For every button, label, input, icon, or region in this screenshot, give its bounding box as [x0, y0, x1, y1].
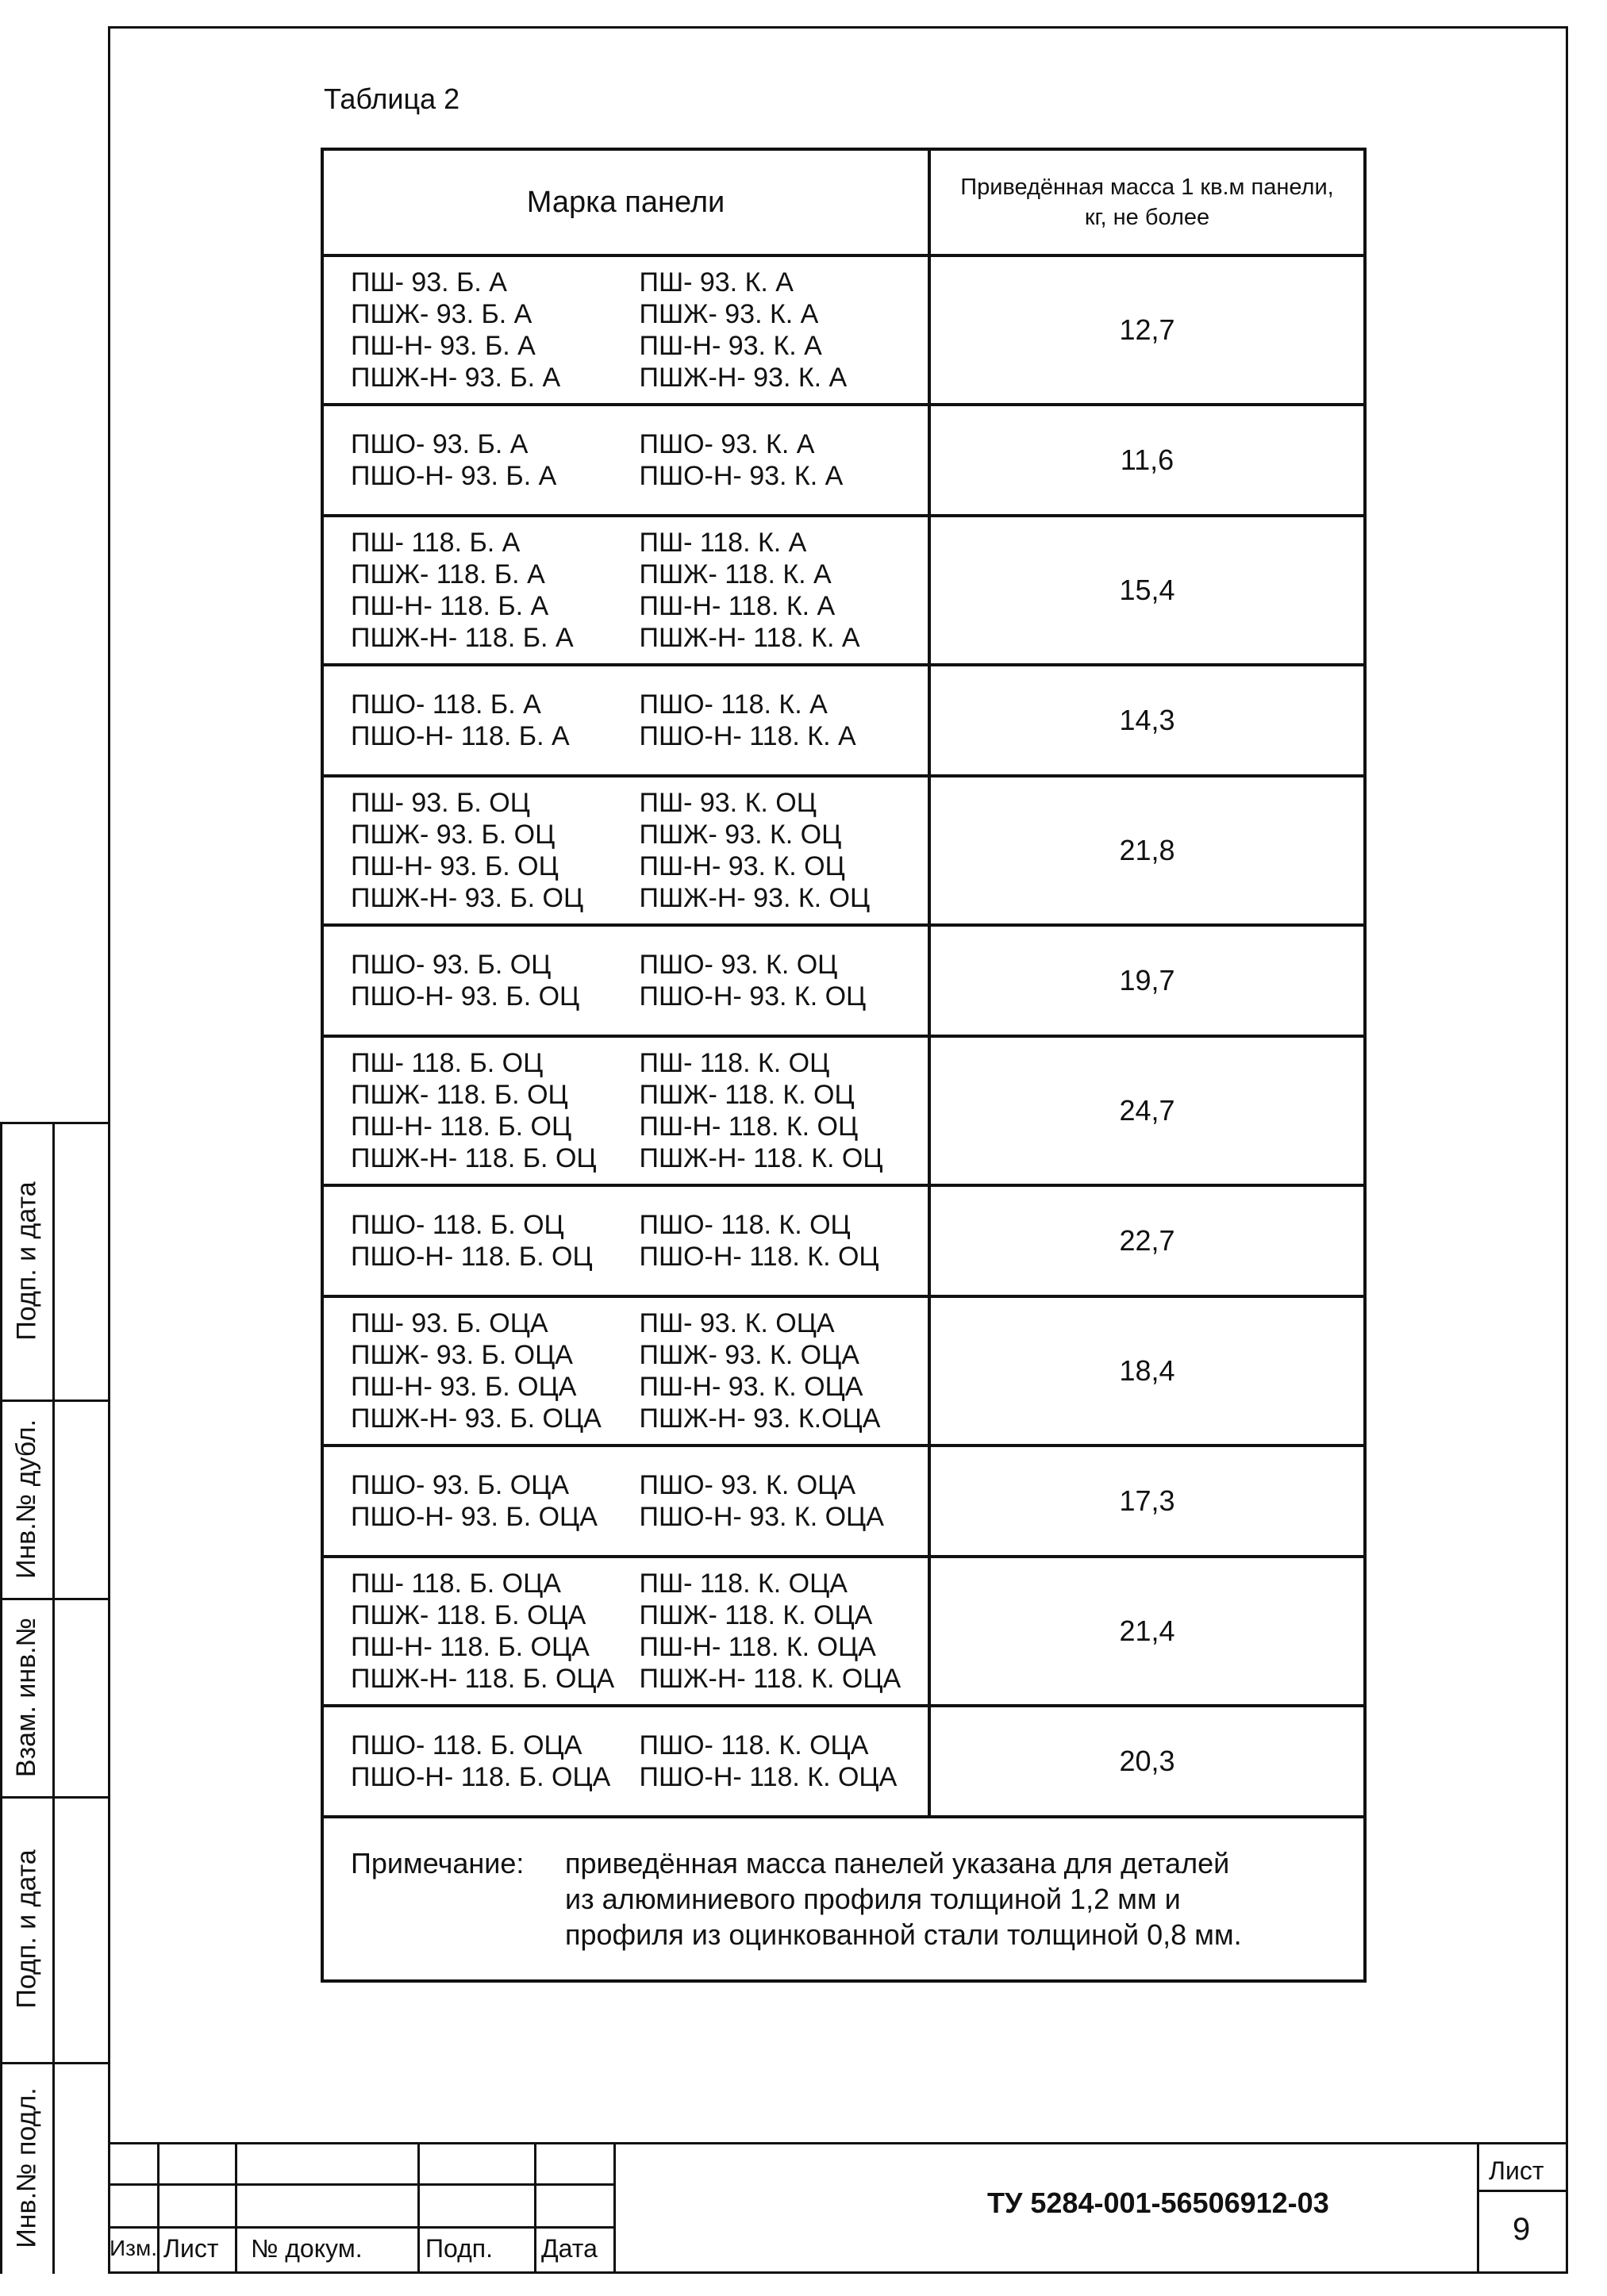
panel-marks-column-left: [351, 406, 640, 514]
panel-mark: ПШ-Н- 118. К. ОЦА: [639, 1632, 876, 1662]
panel-marks-cell: [324, 257, 931, 403]
header-panel-mark: Марка панели: [324, 151, 931, 254]
panel-marks-column-right: [640, 666, 928, 774]
table-row: [324, 1558, 1363, 1707]
header-mass-line1: Приведённая масса 1 кв.м панели,: [960, 175, 1334, 200]
table-row: [324, 927, 1363, 1038]
panel-mark: ПШО- 93. Б. А: [351, 429, 529, 459]
panel-mark: ПШЖ- 93. К. А: [639, 299, 819, 329]
panel-marks-column-right: [640, 777, 928, 923]
table-row: [324, 1707, 1363, 1818]
table-row: [324, 1298, 1363, 1447]
panel-marks-column-left: [351, 1187, 640, 1295]
panel-marks-column-right: [640, 1558, 928, 1704]
panel-mark: ПШ-Н- 118. К. ОЦ: [639, 1112, 859, 1142]
panel-mark: ПШ- 93. Б. ОЦА: [351, 1308, 548, 1338]
panel-mark: ПШЖ- 118. Б. ОЦ: [351, 1080, 568, 1110]
panel-marks-column-left: [351, 666, 640, 774]
panel-marks-cell: [324, 927, 931, 1035]
table-row: [324, 1038, 1363, 1187]
mass-value: 19,7: [1119, 964, 1175, 996]
panel-mark: ПШЖ-Н- 118. Б. А: [351, 623, 574, 653]
panel-mark: ПШО- 93. Б. ОЦ: [351, 950, 552, 980]
panel-mark: ПШО- 93. К. ОЦ: [639, 950, 838, 980]
side-label-vzam-inv: Взам. инв.№: [11, 1617, 42, 1777]
panel-marks-column-left: [351, 1298, 640, 1444]
panel-mark: ПШО-Н- 93. К. А: [639, 461, 844, 491]
mass-value: 14,3: [1119, 704, 1175, 736]
panel-marks-column-left: [351, 777, 640, 923]
panel-mark: ПШЖ- 93. К. ОЦА: [639, 1340, 859, 1370]
panel-marks-column-right: [640, 257, 928, 403]
panel-mark: ПШ- 93. К. ОЦА: [639, 1308, 835, 1338]
panel-mark: ПШЖ- 93. К. ОЦ: [639, 820, 842, 850]
tb-n-dokum: № докум.: [251, 2234, 363, 2263]
panel-marks-cell: [324, 406, 931, 514]
panel-mark: ПШ- 118. К. ОЦ: [639, 1048, 830, 1078]
note-line: приведённая масса панелей указана для деталей: [565, 1847, 1230, 1879]
panel-mark: ПШ-Н- 93. К. А: [639, 331, 822, 361]
panel-marks-column-left: [351, 517, 640, 663]
header-mass-line2: кг, не более: [1084, 205, 1210, 230]
side-label-inv-dubl: Инв.№ дубл.: [11, 1419, 42, 1579]
header-mass: [931, 151, 1363, 254]
panel-mark: ПШ-Н- 93. К. ОЦ: [639, 851, 845, 881]
panel-mark: ПШЖ-Н- 93. Б. ОЦА: [351, 1403, 602, 1434]
table-note: [324, 1818, 1363, 1979]
panel-mark: ПШО-Н- 93. Б. А: [351, 461, 557, 491]
tb-izm: Изм.: [110, 2236, 157, 2260]
panel-mark: ПШ- 118. Б. ОЦА: [351, 1568, 561, 1599]
note-line: профиля из оцинкованной стали толщиной 0,8 мм.: [565, 1918, 1242, 1951]
panel-marks-cell: [324, 1187, 931, 1295]
panel-mark: ПШО- 93. К. ОЦА: [639, 1470, 855, 1500]
panel-mark: ПШО-Н- 118. Б. А: [351, 721, 570, 751]
panel-mark: ПШ-Н- 93. Б. ОЦА: [351, 1372, 577, 1402]
panel-mark: ПШЖ- 118. К. ОЦ: [639, 1080, 855, 1110]
panel-marks-column-right: [640, 1447, 928, 1555]
panel-marks-column-right: [640, 927, 928, 1035]
mass-value: 18,4: [1119, 1354, 1175, 1387]
mass-value: 12,7: [1119, 313, 1175, 346]
panel-mark: ПШО- 118. Б. А: [351, 689, 541, 720]
panel-mark: ПШЖ-Н- 118. К. ОЦА: [639, 1664, 902, 1694]
panel-mark: ПШЖ-Н- 93. Б. ОЦ: [351, 883, 584, 913]
panel-marks-cell: [324, 666, 931, 774]
panel-mark: ПШ-Н- 118. Б. А: [351, 591, 549, 621]
tb-list: Лист: [163, 2234, 219, 2263]
panel-mark: ПШЖ- 118. К. ОЦА: [639, 1600, 873, 1630]
panel-marks-cell: [324, 1707, 931, 1815]
panel-marks-column-right: [640, 1038, 928, 1184]
panel-mark: ПШЖ-Н- 118. К. А: [639, 623, 860, 653]
panel-mark: ПШО- 118. К. ОЦА: [639, 1730, 869, 1760]
table-row: [324, 1187, 1363, 1298]
panel-mark: ПШО-Н- 118. Б. ОЦ: [351, 1242, 593, 1272]
tb-data: Дата: [541, 2234, 598, 2263]
panel-marks-cell: [324, 1447, 931, 1555]
panel-mark: ПШО-Н- 93. К. ОЦА: [639, 1502, 884, 1532]
panel-mark: ПШ- 118. К. А: [639, 528, 807, 558]
panel-mark: ПШЖ-Н- 93. К. ОЦ: [639, 883, 871, 913]
sheet-label: Лист: [1489, 2156, 1544, 2185]
side-label-podp-data-2: Подп. и дата: [11, 1849, 42, 2009]
panel-mark: ПШО- 118. К. А: [639, 689, 828, 720]
panel-mark: ПШО-Н- 118. К. А: [639, 721, 856, 751]
panel-marks-column-right: [640, 1707, 928, 1815]
panel-marks-column-left: [351, 1038, 640, 1184]
panel-mark: ПШО- 93. Б. ОЦА: [351, 1470, 570, 1500]
table-row: [324, 666, 1363, 777]
mass-value: 24,7: [1119, 1094, 1175, 1127]
panel-mark: ПШ-Н- 118. Б. ОЦА: [351, 1632, 590, 1662]
panel-mark: ПШЖ-Н- 93. К.ОЦА: [639, 1403, 881, 1434]
panel-mark: ПШО- 118. Б. ОЦА: [351, 1730, 582, 1760]
panel-mark: ПШ- 93. К. ОЦ: [639, 788, 817, 818]
note-text: [565, 1845, 1363, 1952]
panel-mark: ПШЖ-Н- 118. Б. ОЦА: [351, 1664, 615, 1694]
mass-value: 15,4: [1119, 574, 1175, 606]
note-label: Примечание:: [351, 1847, 525, 1879]
table-row: [324, 517, 1363, 666]
sheet-number: 9: [1513, 2212, 1531, 2247]
panel-mark: ПШЖ- 118. Б. А: [351, 559, 545, 589]
side-label-podp-data: Подп. и дата: [11, 1181, 42, 1341]
mass-value: 20,3: [1119, 1745, 1175, 1777]
panel-mark: ПШО-Н- 118. Б. ОЦА: [351, 1762, 611, 1792]
mass-table: [321, 148, 1367, 1983]
panel-mark: ПШ- 118. Б. ОЦ: [351, 1048, 544, 1078]
mass-value: 11,6: [1120, 443, 1174, 476]
panel-mark: ПШО-Н- 118. К. ОЦА: [639, 1762, 898, 1792]
panel-mark: ПШО-Н- 93. Б. ОЦА: [351, 1502, 598, 1532]
panel-marks-column-right: [640, 1298, 928, 1444]
panel-mark: ПШ-Н- 118. Б. ОЦ: [351, 1112, 572, 1142]
mass-value: 17,3: [1119, 1484, 1175, 1517]
panel-marks-cell: [324, 1558, 931, 1704]
panel-marks-column-right: [640, 406, 928, 514]
panel-mark: ПШО- 93. К. А: [639, 429, 815, 459]
mass-value: 21,4: [1119, 1614, 1175, 1647]
table-row: [324, 406, 1363, 517]
panel-marks-cell: [324, 1298, 931, 1444]
title-block: [108, 2142, 1568, 2274]
panel-marks-column-left: [351, 927, 640, 1035]
panel-mark: ПШО-Н- 93. Б. ОЦ: [351, 981, 580, 1012]
panel-marks-cell: [324, 777, 931, 923]
panel-mark: ПШЖ- 93. Б. ОЦ: [351, 820, 556, 850]
panel-marks-column-left: [351, 1447, 640, 1555]
panel-mark: ПШ- 118. К. ОЦА: [639, 1568, 848, 1599]
table-header-row: [324, 151, 1363, 257]
panel-mark: ПШ- 93. Б. А: [351, 267, 507, 298]
table-row: [324, 257, 1363, 406]
panel-mark: ПШО-Н- 93. К. ОЦ: [639, 981, 867, 1012]
panel-mark: ПШ-Н- 93. Б. А: [351, 331, 536, 361]
panel-mark: ПШО- 118. Б. ОЦ: [351, 1210, 564, 1240]
panel-mark: ПШ-Н- 93. К. ОЦА: [639, 1372, 863, 1402]
panel-marks-column-left: [351, 1558, 640, 1704]
panel-mark: ПШ- 118. Б. А: [351, 528, 521, 558]
panel-marks-cell: [324, 1038, 931, 1184]
panel-mark: ПШ- 93. Б. ОЦ: [351, 788, 530, 818]
panel-mark: ПШЖ-Н- 118. Б. ОЦ: [351, 1143, 597, 1173]
panel-mark: ПШЖ-Н- 93. Б. А: [351, 363, 561, 393]
document-code: ТУ 5284-001-56506912-03: [987, 2187, 1329, 2219]
panel-mark: ПШЖ- 118. Б. ОЦА: [351, 1600, 586, 1630]
mass-value: 22,7: [1119, 1224, 1175, 1257]
note-line: из алюминиевого профиля толщиной 1,2 мм и: [565, 1883, 1181, 1915]
table-row: [324, 777, 1363, 927]
panel-mark: ПШЖ- 118. К. А: [639, 559, 832, 589]
panel-mark: ПШЖ- 93. Б. ОЦА: [351, 1340, 573, 1370]
panel-mark: ПШ-Н- 93. Б. ОЦ: [351, 851, 559, 881]
panel-mark: ПШЖ- 93. Б. А: [351, 299, 532, 329]
mass-value: 21,8: [1119, 834, 1175, 866]
side-stamp: [0, 1122, 108, 2274]
table-row: [324, 1447, 1363, 1558]
panel-marks-cell: [324, 517, 931, 663]
panel-mark: ПШО-Н- 118. К. ОЦ: [639, 1242, 879, 1272]
panel-marks-column-right: [640, 517, 928, 663]
side-label-inv-podl: Инв.№ подл.: [11, 2087, 42, 2248]
panel-marks-column-right: [640, 1187, 928, 1295]
panel-marks-column-left: [351, 1707, 640, 1815]
panel-mark: ПШ-Н- 118. К. А: [639, 591, 836, 621]
panel-mark: ПШ- 93. К. А: [639, 267, 794, 298]
panel-mark: ПШЖ-Н- 118. К. ОЦ: [639, 1143, 883, 1173]
panel-marks-column-left: [351, 257, 640, 403]
tb-podp: Подп.: [425, 2234, 493, 2263]
panel-mark: ПШО- 118. К. ОЦ: [639, 1210, 851, 1240]
table-caption: Таблица 2: [324, 83, 460, 115]
panel-mark: ПШЖ-Н- 93. К. А: [639, 363, 848, 393]
